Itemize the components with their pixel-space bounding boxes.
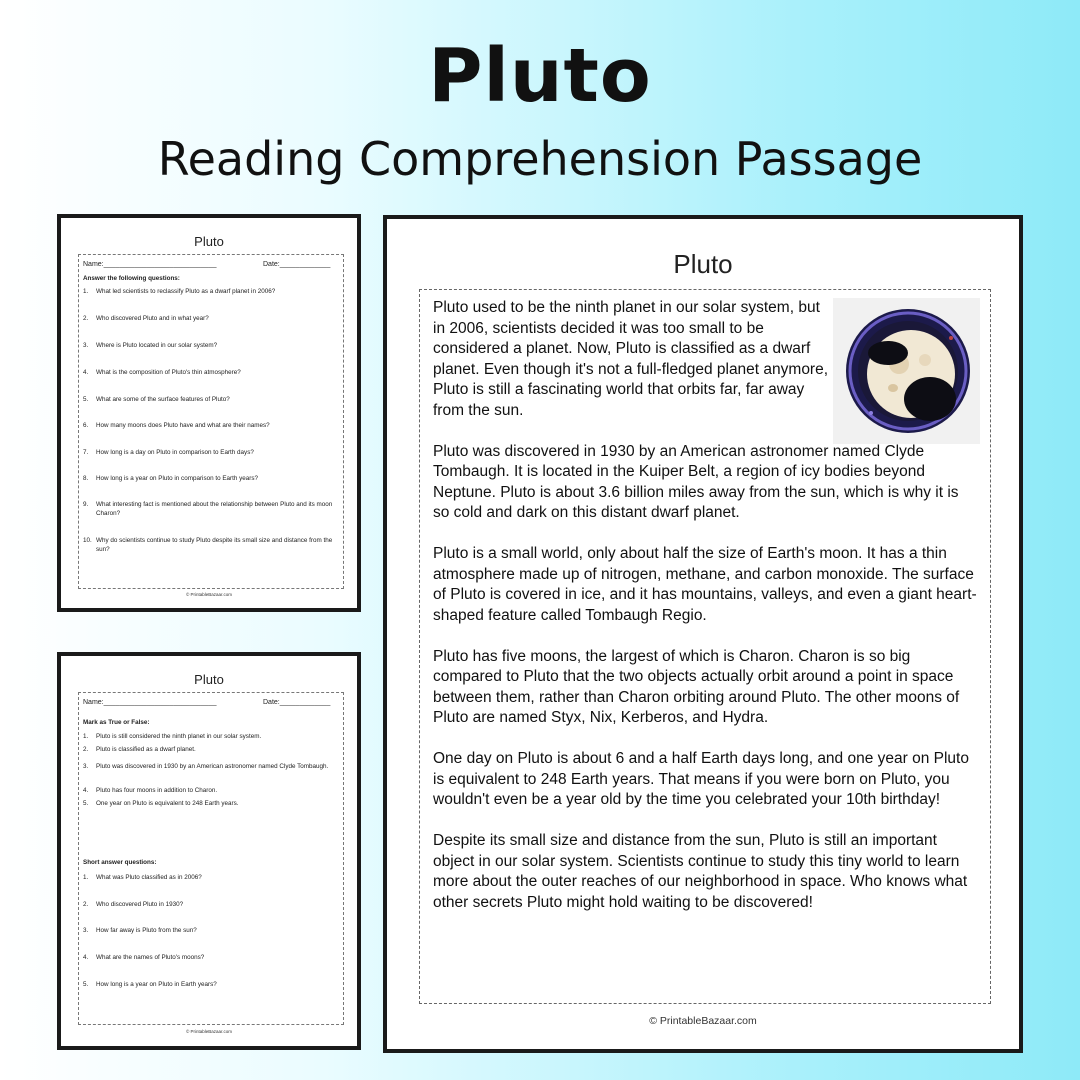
item-text: Pluto is still considered the ninth planet in our solar system. <box>96 733 262 740</box>
item-number: 4. <box>83 369 89 376</box>
date-label: Date:_____________ <box>263 699 331 706</box>
item-number: 1. <box>83 288 89 295</box>
passage-paragraph: Pluto was discovered in 1930 by an American astronomer named Clyde Tombaugh. It is located in the Kuiper Belt, a region of icy bodies beyond Neptune. Pluto is about 3.6 billion miles away from the sun, which is why it is so cold and dark on this distant dwarf planet. <box>433 442 959 521</box>
passage-paragraph: Despite its small size and distance from the sun, Pluto is still an important object in our solar system. Scientists continue to study this tiny world to learn more about the outer reaches of our neighborhood in space. Who knows what other secrets Pluto might hold waiting to be discovered! <box>433 832 968 911</box>
item-text: What is the composition of Pluto's thin atmosphere? <box>96 369 241 376</box>
item-number: 5. <box>83 800 89 807</box>
list-item <box>83 874 338 883</box>
item-text: How long is a year on Pluto in comparison to Earth years? <box>96 475 259 482</box>
list-item <box>83 288 338 297</box>
item-number: 3. <box>83 763 89 770</box>
list-item <box>83 396 338 405</box>
item-text: What interesting fact is mentioned about the relationship between Pluto and its moon Charon? <box>96 501 333 517</box>
section-instruction: Mark as True or False: <box>83 719 150 726</box>
list-item <box>83 760 338 773</box>
list-item <box>83 475 338 484</box>
item-number: 2. <box>83 315 89 322</box>
item-number: 3. <box>83 927 89 934</box>
worksheet-content-box <box>78 254 344 589</box>
list-item <box>83 954 338 963</box>
list-item <box>83 315 338 324</box>
item-text: What led scientists to reclassify Pluto as a dwarf planet in 2006? <box>96 288 276 295</box>
list-item <box>83 901 338 910</box>
item-number: 1. <box>83 874 89 881</box>
list-item <box>83 369 338 378</box>
item-text: Who discovered Pluto and in what year? <box>96 315 209 322</box>
name-date-row <box>83 261 339 268</box>
list-item <box>83 422 338 431</box>
item-text: How far away is Pluto from the sun? <box>96 927 197 934</box>
name-label: Name:_____________________________ <box>83 699 217 706</box>
item-text: How many moons does Pluto have and what are their names? <box>96 422 270 429</box>
passage-paragraph: One day on Pluto is about 6 and a half Earth days long, and one year on Pluto is equivalent to 248 Earth years. That means if you were born on Pluto, you wouldn't even be a year old by the time you celebrated your 10th birthday! <box>433 750 969 808</box>
list-item <box>83 733 338 742</box>
passage-paragraph: Pluto has five moons, the largest of which is Charon. Charon is so big compared to Pluto that the two objects actually orbit around a point in space between them, rather than Charon orbiting around Pluto. The other moons of Pluto are named Styx, Nix, Kerberos, and Hydra. <box>433 647 960 726</box>
item-text: Pluto was discovered in 1930 by an American astronomer named Clyde Tombaugh. <box>96 763 329 770</box>
page-subtitle: Reading Comprehension Passage <box>157 132 923 186</box>
item-text: Where is Pluto located in our solar system? <box>96 342 218 349</box>
item-text: What are the names of Pluto's moons? <box>96 954 205 961</box>
item-number: 9. <box>83 501 89 508</box>
page-title: Pluto <box>428 33 652 119</box>
worksheet-title: Pluto <box>194 672 224 687</box>
passage-paragraph: Pluto is a small world, only about half the size of Earth's moon. It has a thin atmosphere made up of nitrogen, methane, and carbon monoxide. The surface of Pluto is covered in ice, and it has mountains, valleys, and even a giant heart-shaped feature called Tombaugh Regio. <box>433 545 977 624</box>
list-item <box>83 537 338 554</box>
passage-paragraph: Pluto used to be the ninth planet in our solar system, but in 2006, scientists decided it was too small to be considered a planet. Now, Pluto is classified as a dwarf planet. Even though it's not a full-fledged planet anymore, Pluto is still a fascinating world that orbits far, far away from the sun. <box>433 299 829 419</box>
item-number: 10. <box>83 537 92 544</box>
worksheet-title: Pluto <box>194 234 224 249</box>
copyright-footer: © PrintableBazaar.com <box>649 1015 757 1027</box>
item-number: 5. <box>83 981 89 988</box>
item-number: 2. <box>83 746 89 753</box>
item-text: What are some of the surface features of Pluto? <box>96 396 230 403</box>
item-text: Pluto is classified as a dwarf planet. <box>96 746 196 753</box>
section-instruction: Short answer questions: <box>83 859 157 866</box>
item-text: Who discovered Pluto in 1930? <box>96 901 184 908</box>
list-item <box>83 787 338 796</box>
item-number: 8. <box>83 475 89 482</box>
truefalse-worksheet <box>57 652 361 1050</box>
item-text: What was Pluto classified as in 2006? <box>96 874 202 881</box>
item-number: 5. <box>83 396 89 403</box>
item-number: 6. <box>83 422 89 429</box>
list-item <box>83 746 338 755</box>
item-number: 1. <box>83 733 89 740</box>
passage-worksheet <box>383 215 1023 1053</box>
list-item <box>83 800 338 809</box>
item-number: 4. <box>83 954 89 961</box>
item-text: Why do scientists continue to study Pluto despite its small size and distance from the sun? <box>96 537 333 553</box>
section-instruction: Answer the following questions: <box>83 275 180 282</box>
list-item <box>83 342 338 351</box>
worksheet-content-box <box>78 692 344 1025</box>
list-item <box>83 927 338 936</box>
date-label: Date:_____________ <box>263 261 331 268</box>
item-number: 2. <box>83 901 89 908</box>
copyright-footer: © PrintableBazaar.com <box>185 592 233 597</box>
item-number: 7. <box>83 449 89 456</box>
item-number: 4. <box>83 787 89 794</box>
list-item <box>83 449 338 458</box>
item-number: 3. <box>83 342 89 349</box>
list-item <box>83 981 338 990</box>
item-text: How long is a day on Pluto in comparison to Earth days? <box>96 449 254 456</box>
name-label: Name:_____________________________ <box>83 261 217 268</box>
passage-title: Pluto <box>673 249 733 279</box>
questions-worksheet <box>57 214 361 612</box>
item-text: How long is a year on Pluto in Earth years? <box>96 981 217 988</box>
list-item <box>83 501 338 518</box>
passage-text <box>433 298 978 934</box>
name-date-row <box>83 699 339 706</box>
item-text: Pluto has four moons in addition to Charon. <box>96 787 218 794</box>
copyright-footer: © PrintableBazaar.com <box>185 1029 233 1034</box>
passage-box <box>419 289 991 1004</box>
item-text: One year on Pluto is equivalent to 248 Earth years. <box>96 800 239 807</box>
